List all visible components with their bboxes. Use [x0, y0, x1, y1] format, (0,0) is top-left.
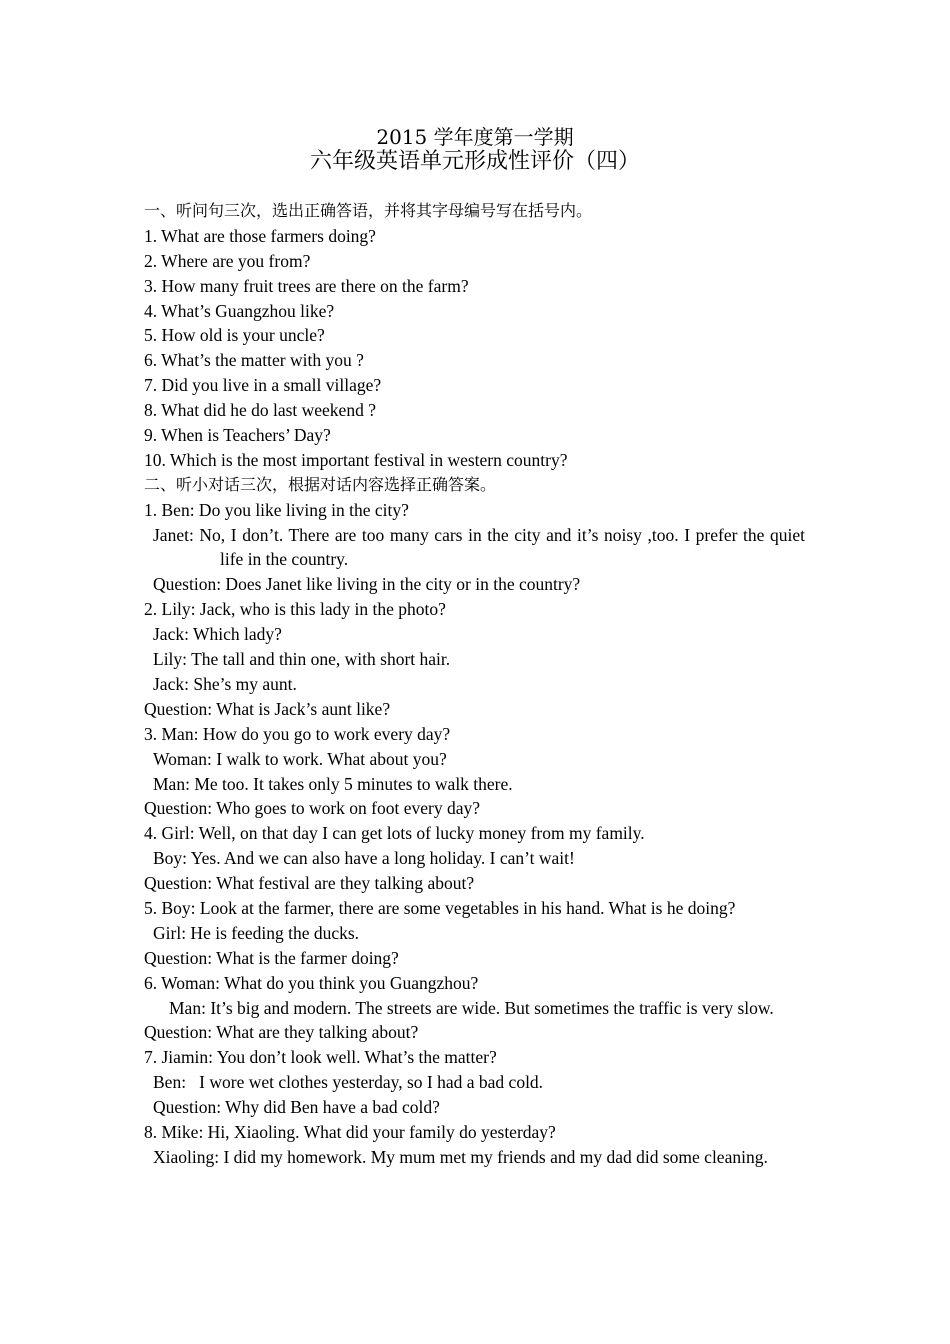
dialogue-question: Question: Who goes to work on foot every day?	[144, 798, 480, 819]
dialogue-line: Man: Me too. It takes only 5 minutes to walk there.	[153, 773, 513, 794]
section1-question: 6. What’s the matter with you ?	[144, 350, 364, 371]
dialogue-line: 6. Woman: What do you think you Guangzhou?	[144, 972, 479, 993]
section1-question: 2. Where are you from?	[144, 250, 311, 271]
dialogue-question: Question: Does Janet like living in the city or in the country?	[153, 574, 581, 595]
dialogue-line: Jack: Which lady?	[153, 624, 282, 645]
section2-heading: 二、听小对话三次，根据对话内容选择正确答案。	[144, 474, 497, 494]
dialogue-question: Question: What is Jack’s aunt like?	[144, 698, 391, 719]
dialogue-line: 1. Ben: Do you like living in the city?	[144, 499, 409, 520]
dialogue-line: Jack: She’s my aunt.	[153, 673, 297, 694]
section1-question: 4. What’s Guangzhou like?	[144, 300, 335, 321]
section1-question: 10. Which is the most important festival in western country?	[144, 449, 568, 470]
dialogue-line: 8. Mike: Hi, Xiaoling. What did your family do yesterday?	[144, 1122, 556, 1142]
section1-question: 8. What did he do last weekend ?	[144, 400, 376, 421]
dialogue-line: Ben: I wore wet clothes yesterday, so I had a bad cold.	[153, 1072, 544, 1093]
dialogue-line: 2. Lily: Jack, who is this lady in the photo?	[144, 599, 446, 620]
dialogue-line: Lily: The tall and thin one, with short hair.	[153, 649, 451, 670]
dialogue-question: Question: Why did Ben have a bad cold?	[153, 1097, 440, 1118]
document-term-title: 2015 学年度第一学期	[376, 125, 574, 149]
dialogue-line: Xiaoling: I did my homework. My mum met my friends and my dad did some cleaning.	[153, 1146, 768, 1167]
dialogue-line: 3. Man: How do you go to work every day?	[144, 723, 451, 744]
document-main-title: 六年级英语单元形成性评价（四）	[309, 149, 640, 174]
dialogue-line: Woman: I walk to work. What about you?	[153, 748, 447, 769]
dialogue-line: 7. Jiamin: You don’t look well. What’s the matter?	[144, 1047, 497, 1068]
dialogue-question: Question: What is the farmer doing?	[144, 947, 399, 968]
section1-heading: 一、听问句三次，选出正确答语，并将其字母编号写在括号内。	[144, 201, 593, 220]
section1-question: 5. How old is your uncle?	[144, 325, 325, 346]
dialogue-line: 4. Girl: Well, on that day I can get lots of lucky money from my family.	[144, 823, 645, 844]
section1-question: 3. How many fruit trees are there on the farm?	[144, 275, 469, 296]
section1-question: 1. What are those farmers doing?	[144, 225, 376, 246]
document-body	[144, 199, 805, 1170]
dialogue-line: 5. Boy: Look at the farmer, there are some vegetables in his hand. What is he doing?	[144, 897, 736, 918]
dialogue-line: Boy: Yes. And we can also have a long holiday. I can’t wait!	[153, 848, 575, 869]
section1-question: 7. Did you live in a small village?	[144, 375, 382, 396]
dialogue-line: Janet: No, I don’t. There are too many cars in the city and it’s noisy ,too. I prefer the quiet life in the country.	[153, 524, 805, 570]
dialogue-question: Question: What festival are they talking about?	[144, 873, 475, 894]
dialogue-question: Question: What are they talking about?	[144, 1022, 419, 1043]
dialogue-line: Girl: He is feeding the ducks.	[153, 922, 360, 943]
dialogue-line: Man: It’s big and modern. The streets are wide. But sometimes the traffic is very slow.	[169, 997, 774, 1018]
section1-question: 9. When is Teachers’ Day?	[144, 425, 331, 446]
